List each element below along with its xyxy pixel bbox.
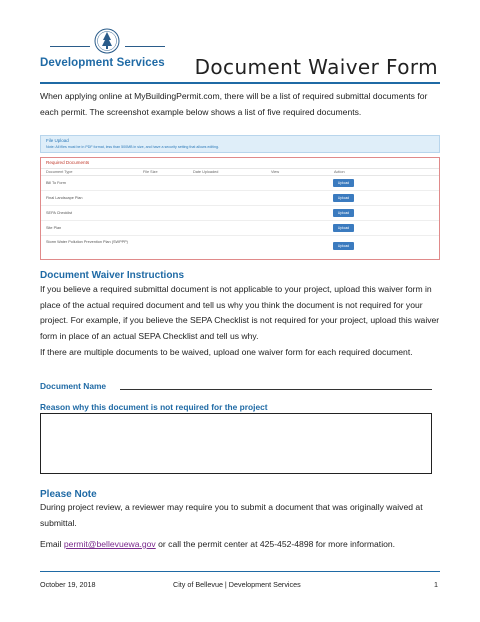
column-header: View [271,170,280,174]
table-row [41,176,439,191]
instructions-heading: Document Waiver Instructions [40,270,185,281]
reason-label: Reason why this document is not required for the project [40,402,268,412]
footer-divider [40,571,440,572]
table-row [41,191,439,206]
table-row [41,206,439,221]
upload-button: Upload [333,179,354,187]
footer-center: City of Bellevue | Development Services [173,580,301,589]
please-note-heading: Please Note [40,489,97,500]
please-note-paragraph: During project review, a reviewer may require you to submit a document that was originally waived at submittal. [40,502,423,528]
upload-button: Upload [333,224,354,232]
intro-paragraph: When applying online at MyBuildingPermit.com, there will be a list of required submittal documents for each permit. The screenshot example below shows a list of five required documents. [40,91,428,117]
upload-button: Upload [333,194,354,202]
document-type: Site Plan [46,226,62,230]
table-row [41,236,439,258]
file-upload-panel [40,135,440,153]
table-row [41,221,439,236]
required-documents-panel [40,157,440,260]
org-name: Development Services [40,57,165,69]
file-upload-note: Note: All files must be in PDF format, less than 500MB in size, and have a security setting that allows editing. [46,145,219,149]
column-header: Action [334,170,345,174]
document-title: Document Waiver Form [194,55,438,79]
document-type: SEPA Checklist [46,211,73,215]
page-number: 1 [434,580,438,589]
document-type: Bill To Form [46,181,66,185]
document-name-field[interactable] [120,389,432,390]
document-type: Storm Water Pollution Prevention Plan (SWPPP) [46,240,128,244]
contact-paragraph [40,537,442,553]
required-documents-title: Required Documents [46,160,90,165]
column-header: Date Uploaded [193,170,219,174]
upload-button: Upload [333,209,354,217]
logo-rule-left [50,46,90,47]
required-documents-header [41,168,439,176]
example-screenshot [40,135,440,260]
logo-rule-right [125,46,165,47]
document-name-label: Document Name [40,381,107,391]
contact-suffix: or call the permit center at 425-452-4898 for more information. [155,539,396,549]
contact-prefix: Email [40,539,64,549]
header-divider [40,82,440,84]
reason-textbox[interactable] [40,413,432,474]
footer-date: October 19, 2018 [40,580,96,589]
document-type: Final Landscape Plan [46,196,83,200]
multiple-documents-paragraph: If there are multiple documents to be waived, upload one waiver form for each required document. [40,347,413,357]
file-upload-title: File Upload [46,138,69,143]
email-link[interactable]: permit@bellevuewa.gov [63,539,156,549]
upload-button: Upload [333,242,354,250]
column-header: File Size [143,170,158,174]
instructions-paragraph: If you believe a required submittal document is not applicable to your project, upload this waiver form in place of the actual required document and tell us why you think the document is not required for your project. For example, if you believe the SEPA Checklist is not required for your project, upload this waiver form in place of an actual SEPA Checklist and tell us why. [40,284,440,341]
column-header: Document Type [46,170,73,174]
